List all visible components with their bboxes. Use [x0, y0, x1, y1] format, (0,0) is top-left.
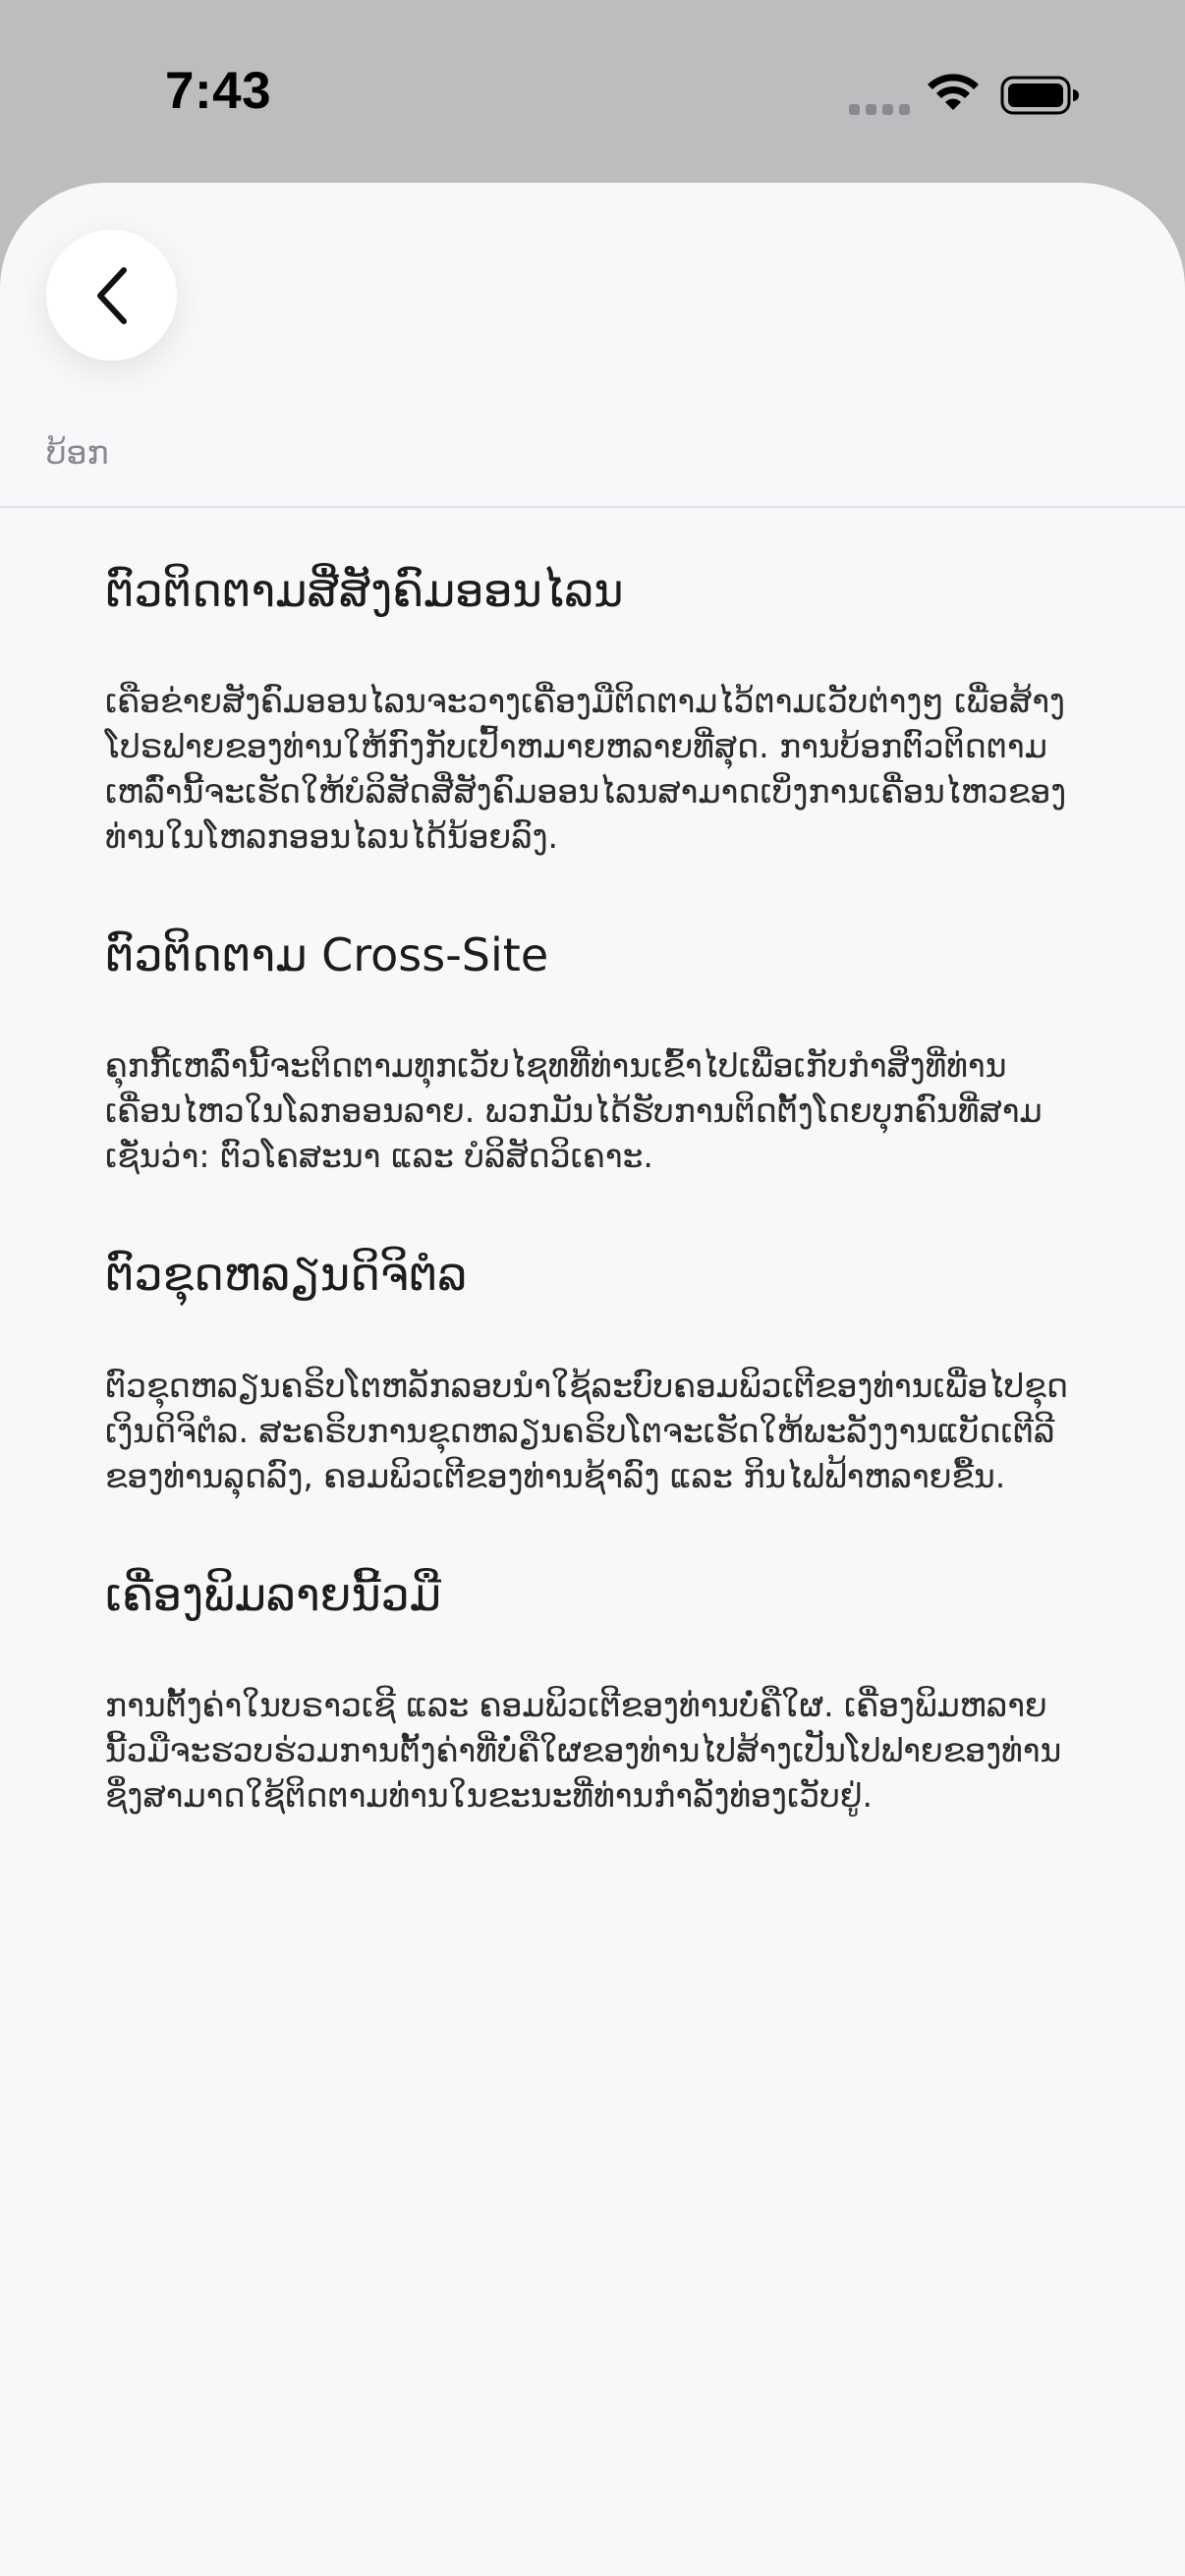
section-title: ເຄື່ອງພິມລາຍນີ້ວມື — [105, 1567, 442, 1621]
section-body: ການຕັ້ງຄ່າໃນບຣາວເຊີ ແລະ ຄອມພິວເຕີຂອງທ່ານບໍ່ຄືໃຜ. ເຄື່ອງພິມຫລາຍນີ້ວມືຈະຮວບຮ່ວມການຕັ້ງຄ່າທີ່ບໍ່ຄືໃຜຂອງທ່ານໄປສ້າງເປັນໂປຟາຍຂອງທ່ານ ຊຶ່ງສາມາດໃຊ້ຕິດຕາມທ່ານໃນຂະນະທີ່ທ່ານກຳລັງທ່ອງເວັບຢູ່. — [105, 1685, 1062, 1815]
signal-icon — [849, 104, 910, 115]
section-cross-site-trackers — [105, 928, 1078, 1179]
section-body: ຕົວຂຸດຫລຽນຄຣິບໂຕຫລັກລອບນຳໃຊ້ລະບົບຄອມພິວເຕີຂອງທ່ານເພື່ອໄປຂຸດເງິນດິຈິຕໍລ. ສະຄຣິບການຂຸດຫລຽນຄຣິບໂຕຈະເຮັດໃຫ້ພະລັງງານແບັດເຕີລີຂອງທ່ານລຸດລົງ, ຄອມພິວເຕີຂອງທ່ານຊ້າລົງ ແລະ ກິນໄຟຟ້າຫລາຍຂື້ນ. — [105, 1366, 1068, 1495]
section-fingerprinters — [105, 1568, 1078, 1819]
section-social-trackers — [105, 564, 1078, 860]
chevron-left-icon — [90, 264, 134, 327]
section-body: ເຄືອຂ່າຍສັງຄົມອອນໄລນຈະວາງເຄື່ອງມືຕິດຕາມໄວ້ຕາມເວັບຕ່າງໆ ເພື່ອສ້າງໂປຣຟາຍຂອງທ່ານໃຫ້ກົງກັບເປົ້າຫມາຍຫລາຍທີ່ສຸດ. ການບ້ອກຕົວຕິດຕາມເຫລົ່ານີ້ຈະເຮັດໃຫ້ບໍລິສັດສື່ສັງຄົມອອນໄລນສາມາດເບິ່ງການເຄື່ອນໄຫວຂອງທ່ານໃນໂຫລກອອນໄລນໄດ້ນ້ອຍລົງ. — [105, 682, 1067, 857]
bottom-sheet — [0, 183, 1185, 2576]
section-body: ຄຸກກີ້ເຫລົ່ານີ້ຈະຕິດຕາມທຸກເວັບໄຊທທີ່ທ່ານເຂົ້າໄປເພື່ອເກັບກຳສິ່ງທີ່ທ່ານເຄື່ອນໄຫວໃນໂລກອອນລາຍ. ພວກມັນໄດ້ຮັບການຕິດຕັ້ງໂດຍບຸກຄົນທີ່ສາມເຊັ່ນວ່າ: ຕົວໂຄສະນາ ແລະ ບໍລິສັດວິເຄາະ. — [105, 1046, 1043, 1176]
section-title: ຕົວຕິດຕາມສື່ສັງຄົມອອນໄລນ — [105, 564, 624, 617]
section-title: ຕົວຕິດຕາມ Cross-Site — [105, 928, 549, 982]
status-time: 7:43 — [165, 62, 272, 120]
header-divider — [0, 506, 1185, 508]
wifi-icon — [926, 73, 981, 114]
section-cryptominers — [105, 1248, 1078, 1498]
status-bar — [0, 0, 1185, 187]
back-button[interactable] — [46, 230, 177, 361]
content — [105, 564, 1078, 1887]
battery-icon — [1000, 75, 1079, 116]
section-title: ຕົວຂຸດຫລຽນດິຈິຕໍລ — [105, 1248, 468, 1302]
header-label: ບ້ອກ — [46, 433, 109, 472]
